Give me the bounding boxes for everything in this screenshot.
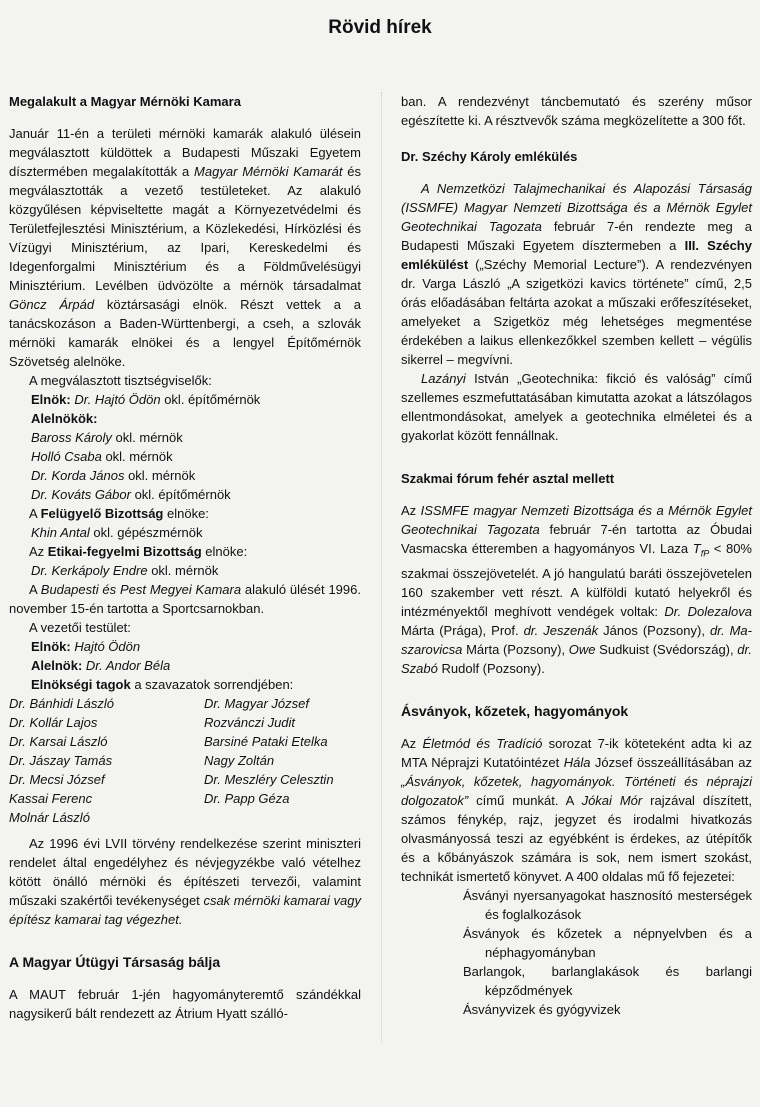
article-paragraph: Január 11-én a területi mérnöki kamarák alakuló ülésein megválasztott küldöttek a Budapesti Műszaki Egyetem dísztermében megalakították a Magyar Mérnöki Kamarát és megválasztották a vezető testületeket. Az alakuló közgyűlésen képviseltette magát a Környezetvédelmi és Területfejlesztési Minisztérium, a Közlekedési, Hírközlési és Vízügyi Minisztérium, az Ipari, Kereskedelmi és Idegenforgalmi Minisztérium és a Földművelésügyi Minisztérium. Levélben üdvözölte a mérnök társadalmat Göncz Árpád köztársasági elnök. Részt vettek a a tanácskozáson a Baden-Württenbergi, a cseh, a szlovák mérnöki kamarák elnökei és a lengyel Építőmérnök Szövetség alelnöke. <box>9 126 362 369</box>
officer-line: Holló Csaba okl. mérnök <box>31 449 173 464</box>
list-item <box>204 808 361 827</box>
left-column <box>9 92 361 1023</box>
article-paragraph: A MAUT február 1-jén hagyományteremtő szándékkal nagysikerű bált rendezett az Átrium Hyatt szálló- <box>9 987 361 1021</box>
list-item: Barlangok, barlanglakások és barlangi képződmények <box>463 963 752 998</box>
list-item: Dr. Papp Géza <box>204 791 290 806</box>
officers-intro: A megválasztott tisztségviselők: <box>29 373 212 388</box>
officer-line: Az Etikai-fegyelmi Bizottság elnöke: <box>29 544 248 559</box>
officer-line: Dr. Korda János okl. mérnök <box>31 468 196 483</box>
list-item: Ásványok és kőzetek a népnyelvben és a néphagyományban <box>463 925 752 960</box>
list-item: Molnár László <box>9 810 90 825</box>
right-column <box>401 92 752 1019</box>
list-item: Dr. Jászay Tamás <box>9 753 113 768</box>
column-divider <box>381 92 382 1042</box>
article-paragraph: Az Életmód és Tradíció sorozat 7-ik köteteként adta ki az MTA Néprajzi Kutatóintézet Hála József összeállításában az „Ásványok, kőzetek, hagyományok. Történeti és néprajzi dolgozatok” című munkát. A Jókai Mór rajzával díszített, számos fénykép, rajz, jegyzet és irodalmi hivatkozás olvasmányossá teszi az egyébként is érdekes, az útépítők és a kőbányászok számára is sok, nem ismert szokást, technikát ismertető könyvet. A 400 oldalas mű fő fejezetei: <box>401 735 752 884</box>
article-heading-forum: Szakmai fórum fehér asztal mellett <box>401 471 615 486</box>
officer-line: Khin Antal okl. gépészmérnök <box>31 525 203 540</box>
list-item: Rozvánczi Judit <box>204 715 296 730</box>
article-paragraph: ban. A rendezvényt táncbemutató és szerény műsor egészítette ki. A résztvevők száma megközelítette a 300 főt. <box>401 94 752 128</box>
officer-line: Elnök: Hajtó Ödön <box>31 639 141 654</box>
article-paragraph: Az ISSMFE magyar Nemzeti Bizottsága és a Mérnök Egylet Geotechnikai Tagozata február 7-én tartotta az Óbudai Vasmacska étteremben a hagyományos VI. Laza $T_{fP} < 80\%$ szakmai összejövetelét. A jó hangulatú baráti összejövetelen 160 szakember vett részt. A külföldi kutató helyekről és intézményektől meghívott vendégek voltak: Dr. Dolezalova Márta (Prága), Prof. dr. Jeszenák János (Pozsony), dr. Maszarovicsa Márta (Pozsony), Owe Sudkuist (Svédország), dr. Szabó Rudolf (Pozsony). <box>401 503 753 676</box>
article-heading-asvanyok: Ásványok, kőzetek, hagyományok <box>401 702 629 719</box>
vezetoi-label: A vezetői testület: <box>29 620 131 635</box>
officer-line: Alelnök: Dr. Andor Béla <box>31 658 171 673</box>
officer-line: Dr. Kováts Gábor okl. építőmérnök <box>31 487 231 502</box>
article-heading-kamara: Megalakult a Magyar Mérnöki Kamara <box>9 94 241 109</box>
members-list <box>9 694 361 827</box>
article-paragraph: Lazányi István „Geotechnika: fikció és valóság” című szellemes eszmefuttatásában kimutatta azokat a látszólagos ellentmondásokat, amelyek a geotechnika elméletei és a gyakorlat között fennállnak. <box>401 371 752 443</box>
list-item: Ásványvizek és gyógyvizek <box>463 1001 621 1017</box>
list-item: Barsiné Pataki Etelka <box>204 734 328 749</box>
list-item: Dr. Karsai László <box>9 734 108 749</box>
officer-line: Baross Károly okl. mérnök <box>31 430 183 445</box>
article-paragraph: Az 1996 évi LVII törvény rendelkezése szerint miniszteri rendelet által engedélyhez és névjegyzékbe való vételhez kötött önálló mérnöki és építészeti tervezői, valamint műszaki szakértői tevékenységet csak mérnöki kamarai vagy építész kamarai tag végezhet. <box>9 836 361 927</box>
chapter-list <box>401 886 752 1019</box>
article-heading-szechy: Dr. Széchy Károly emlékülés <box>401 149 578 164</box>
officer-line: Elnök: Dr. Hajtó Ödön okl. építőmérnök <box>31 392 261 407</box>
list-item: Ásványi nyersanyagokat hasznosító mesterségek és foglalkozások <box>463 887 752 922</box>
list-item: Dr. Mecsi József <box>9 772 105 787</box>
list-item: Dr. Magyar József <box>204 696 309 711</box>
list-item: Kassai Ferenc <box>9 791 93 806</box>
page-title: Rövid hírek <box>328 17 432 38</box>
list-item: Dr. Bánhidi László <box>9 696 115 711</box>
list-item: Dr. Kollár Lajos <box>9 715 98 730</box>
list-item: Dr. Meszléry Celesztin <box>204 772 334 787</box>
list-item: Nagy Zoltán <box>204 753 275 768</box>
article-paragraph: A Budapesti és Pest Megyei Kamara alakuló ülését 1996. november 15-én tartotta a Sportcsarnokban. <box>9 582 361 616</box>
officer-line: Elnökségi tagok a szavazatok sorrendjében: <box>31 677 294 692</box>
article-heading-maut: A Magyar Útügyi Társaság bálja <box>9 954 221 970</box>
article-paragraph: A Nemzetközi Talajmechanikai és Alapozási Társaság (ISSMFE) Magyar Nemzeti Bizottsága és a Mérnök Egylet Geotechnikai Tagozata február 7-én rendezte meg a Budapesti Műszaki Egyetem dísztermeben a III. Széchy emlékülést („Széchy Memorial Lecture”). A rendezvényen dr. Varga László „A szigetközi kavics története” című, 2,5 órás előadásában feltárta azokat a műszaki erőfeszítéseket, amelyeket a Szigetköz még lehetséges megmentése érdekében a laikus ellenkezőkkel szemben kellett – végülis sikerrel – megvívni. <box>401 181 752 367</box>
officer-line: A Felügyelő Bizottság elnöke: <box>29 506 209 521</box>
alelnokok-label: Alelnökök: <box>31 411 98 426</box>
officer-line: Dr. Kerkápoly Endre okl. mérnök <box>31 563 219 578</box>
